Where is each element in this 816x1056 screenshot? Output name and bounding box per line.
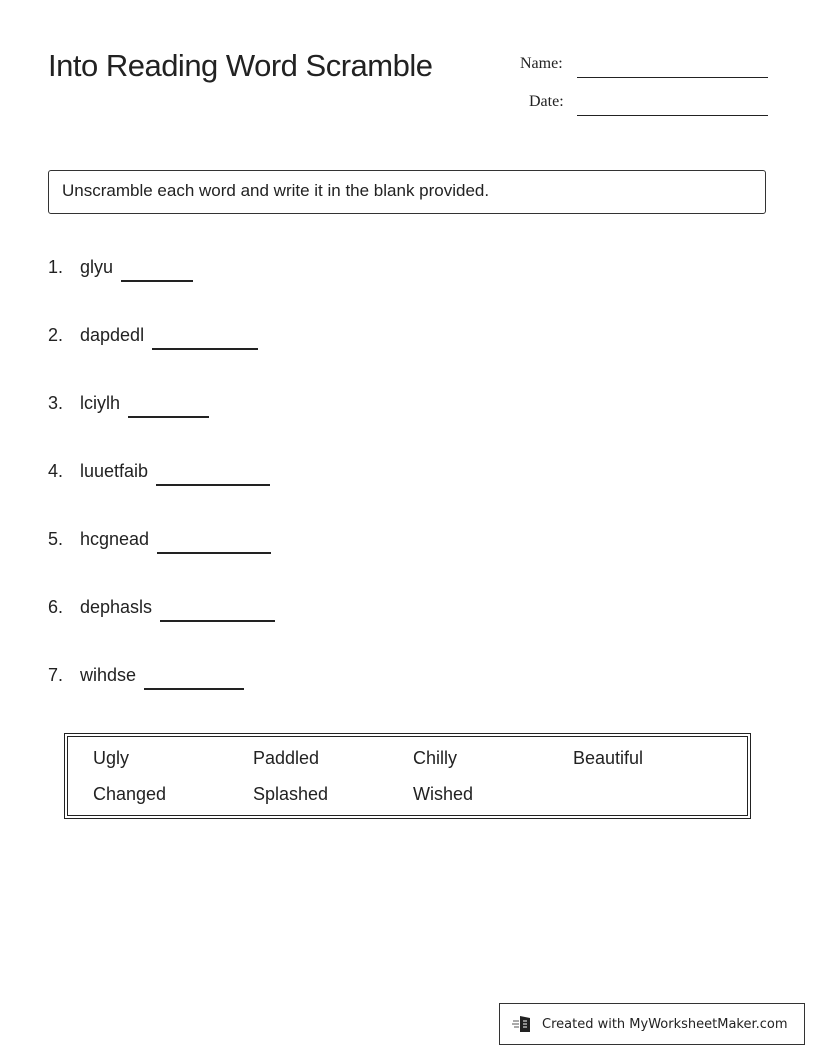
date-label: Date: [529,93,564,110]
scrambled-word: dapdedl [80,325,145,345]
list-item [48,529,271,550]
page-title: Into Reading Word Scramble [48,48,433,83]
name-label: Name: [520,55,563,72]
list-item [48,257,193,278]
credit-badge[interactable] [499,1003,805,1045]
name-line[interactable] [577,77,768,78]
word-bank [64,733,751,819]
scrambled-word: glyu [80,257,114,277]
word-bank-item: Changed [93,784,167,804]
item-number: 7. [48,665,64,685]
credit-text: Created with MyWorksheetMaker.com [542,1016,788,1032]
answer-blank[interactable] [152,348,258,350]
list-item [48,665,244,686]
scrambled-word: wihdse [80,665,137,685]
scrambled-word: luuetfaib [80,461,149,481]
list-item [48,597,275,618]
item-number: 5. [48,529,64,549]
list-item [48,393,209,414]
word-bank-item: Beautiful [573,748,644,768]
answer-blank[interactable] [157,552,271,554]
word-bank-item: Splashed [253,784,329,804]
word-bank-item: Paddled [253,748,320,768]
instructions-box: Unscramble each word and write it in the blank provided. [48,170,766,214]
answer-blank[interactable] [156,484,270,486]
list-item [48,325,258,346]
item-number: 2. [48,325,64,345]
answer-blank[interactable] [121,280,193,282]
answer-blank[interactable] [144,688,244,690]
scrambled-word: dephasls [80,597,153,617]
worksheet-logo-icon [512,1014,534,1034]
scrambled-word: hcgnead [80,529,150,549]
item-number: 4. [48,461,64,481]
answer-blank[interactable] [128,416,209,418]
scrambled-word: lciylh [80,393,121,413]
word-bank-item: Chilly [413,748,458,768]
answer-blank[interactable] [160,620,275,622]
date-line[interactable] [577,115,768,116]
item-number: 6. [48,597,64,617]
item-number: 1. [48,257,64,277]
item-number: 3. [48,393,64,413]
list-item [48,461,270,482]
word-bank-item: Wished [413,784,474,804]
word-bank-item: Ugly [93,748,130,768]
